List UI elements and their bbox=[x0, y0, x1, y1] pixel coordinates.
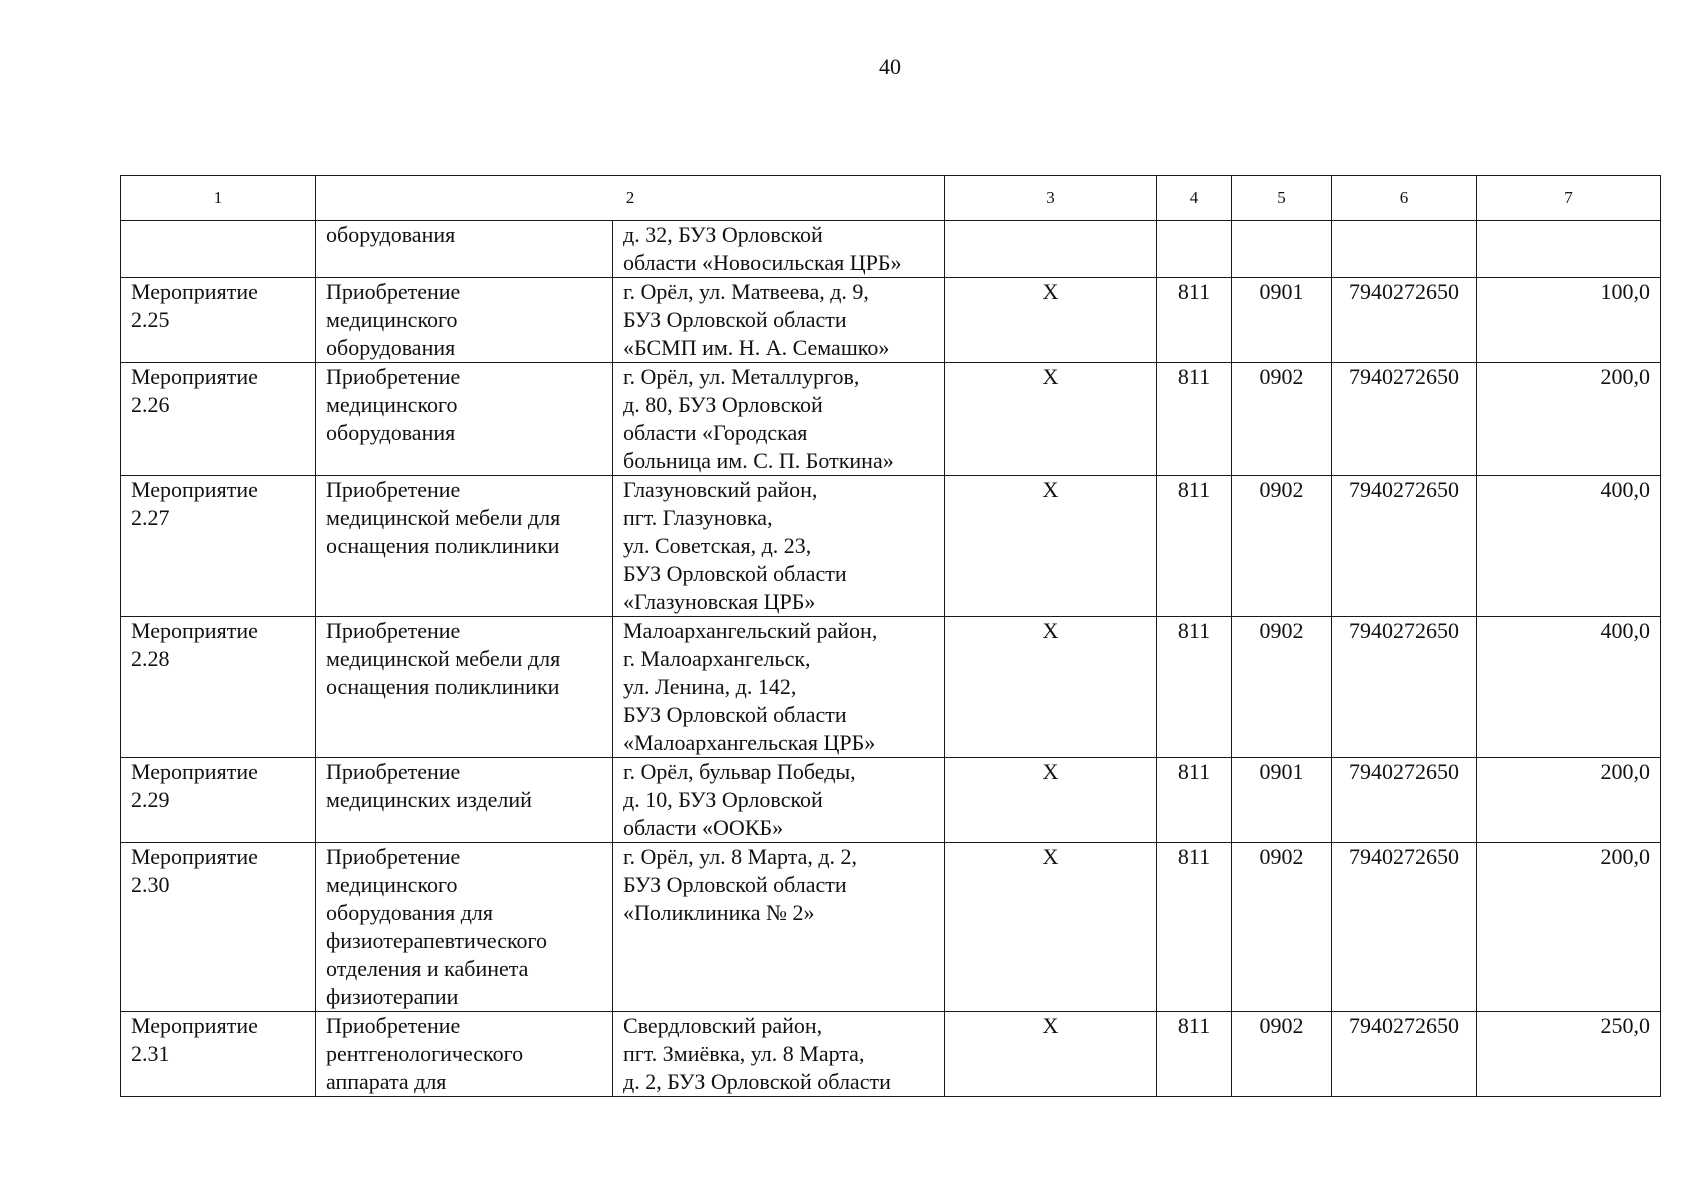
cell-id: Мероприятие 2.27 bbox=[121, 476, 316, 617]
cell-col-5: 0901 bbox=[1232, 278, 1332, 363]
cell-id: Мероприятие 2.28 bbox=[121, 617, 316, 758]
cell-col-4: 811 bbox=[1157, 758, 1232, 843]
cell-name: Приобретение медицинского оборудования для физиотерапевтического отделения и кабинета физиотерапии bbox=[316, 843, 613, 1012]
cell-col-6: 7940272650 bbox=[1332, 476, 1477, 617]
cell-col-3: Х bbox=[945, 363, 1157, 476]
cell-col-4: 811 bbox=[1157, 617, 1232, 758]
cell-id: Мероприятие 2.26 bbox=[121, 363, 316, 476]
table-row bbox=[121, 476, 1661, 617]
table-row bbox=[121, 278, 1661, 363]
cell-col-6: 7940272650 bbox=[1332, 363, 1477, 476]
cell-col-4 bbox=[1157, 221, 1232, 278]
cell-col-3 bbox=[945, 221, 1157, 278]
cell-col-3: Х bbox=[945, 617, 1157, 758]
header-col-6: 6 bbox=[1332, 176, 1477, 221]
cell-col-7: 400,0 bbox=[1477, 617, 1661, 758]
table-row bbox=[121, 843, 1661, 1012]
cell-name: Приобретение медицинского оборудования bbox=[316, 363, 613, 476]
cell-col-4: 811 bbox=[1157, 363, 1232, 476]
cell-name: Приобретение медицинской мебели для оснащения поликлиники bbox=[316, 617, 613, 758]
cell-col-7 bbox=[1477, 221, 1661, 278]
header-col-1: 1 bbox=[121, 176, 316, 221]
cell-id bbox=[121, 221, 316, 278]
cell-name: Приобретение медицинской мебели для оснащения поликлиники bbox=[316, 476, 613, 617]
cell-id: Мероприятие 2.25 bbox=[121, 278, 316, 363]
cell-col-5: 0902 bbox=[1232, 363, 1332, 476]
page-number: 40 bbox=[879, 54, 901, 79]
table-row bbox=[121, 1012, 1661, 1097]
cell-col-4: 811 bbox=[1157, 476, 1232, 617]
header-col-5: 5 bbox=[1232, 176, 1332, 221]
table-row bbox=[121, 617, 1661, 758]
header-col-3: 3 bbox=[945, 176, 1157, 221]
cell-name: Приобретение медицинских изделий bbox=[316, 758, 613, 843]
cell-address: г. Орёл, ул. Матвеева, д. 9, БУЗ Орловской области «БСМП им. Н. А. Семашко» bbox=[613, 278, 945, 363]
cell-col-7: 400,0 bbox=[1477, 476, 1661, 617]
cell-name: оборудования bbox=[316, 221, 613, 278]
cell-col-7: 200,0 bbox=[1477, 363, 1661, 476]
cell-id: Мероприятие 2.29 bbox=[121, 758, 316, 843]
header-col-7: 7 bbox=[1477, 176, 1661, 221]
cell-col-6: 7940272650 bbox=[1332, 843, 1477, 1012]
cell-col-5: 0902 bbox=[1232, 617, 1332, 758]
cell-id: Мероприятие 2.31 bbox=[121, 1012, 316, 1097]
cell-col-7: 250,0 bbox=[1477, 1012, 1661, 1097]
cell-col-7: 200,0 bbox=[1477, 758, 1661, 843]
cell-col-5: 0902 bbox=[1232, 476, 1332, 617]
cell-address: г. Орёл, ул. 8 Марта, д. 2, БУЗ Орловской области «Поликлиника № 2» bbox=[613, 843, 945, 1012]
cell-name: Приобретение рентгенологического аппарата для bbox=[316, 1012, 613, 1097]
cell-col-3: Х bbox=[945, 843, 1157, 1012]
cell-address: Свердловский район, пгт. Змиёвка, ул. 8 Марта, д. 2, БУЗ Орловской области bbox=[613, 1012, 945, 1097]
cell-address: Глазуновский район, пгт. Глазуновка, ул. Советская, д. 23, БУЗ Орловской области «Глазуновская ЦРБ» bbox=[613, 476, 945, 617]
cell-address: г. Орёл, ул. Металлургов, д. 80, БУЗ Орловской области «Городская больница им. С. П. Боткина» bbox=[613, 363, 945, 476]
cell-name: Приобретение медицинского оборудования bbox=[316, 278, 613, 363]
table-row bbox=[121, 758, 1661, 843]
header-row bbox=[121, 176, 1661, 221]
cell-col-7: 100,0 bbox=[1477, 278, 1661, 363]
cell-col-6: 7940272650 bbox=[1332, 617, 1477, 758]
cell-col-5: 0901 bbox=[1232, 758, 1332, 843]
cell-col-5 bbox=[1232, 221, 1332, 278]
cell-col-3: Х bbox=[945, 758, 1157, 843]
cell-col-7: 200,0 bbox=[1477, 843, 1661, 1012]
cell-col-4: 811 bbox=[1157, 843, 1232, 1012]
continuation-row bbox=[121, 221, 1661, 278]
cell-col-6: 7940272650 bbox=[1332, 758, 1477, 843]
budget-table bbox=[120, 175, 1661, 1097]
cell-col-6: 7940272650 bbox=[1332, 278, 1477, 363]
cell-col-3: Х bbox=[945, 476, 1157, 617]
cell-col-4: 811 bbox=[1157, 1012, 1232, 1097]
cell-col-5: 0902 bbox=[1232, 1012, 1332, 1097]
cell-col-6: 7940272650 bbox=[1332, 1012, 1477, 1097]
cell-col-3: Х bbox=[945, 1012, 1157, 1097]
cell-address: д. 32, БУЗ Орловской области «Новосильская ЦРБ» bbox=[613, 221, 945, 278]
cell-col-4: 811 bbox=[1157, 278, 1232, 363]
cell-col-6 bbox=[1332, 221, 1477, 278]
cell-col-3: Х bbox=[945, 278, 1157, 363]
table-row bbox=[121, 363, 1661, 476]
cell-address: г. Орёл, бульвар Победы, д. 10, БУЗ Орловской области «ООКБ» bbox=[613, 758, 945, 843]
cell-address: Малоархангельский район, г. Малоархангельск, ул. Ленина, д. 142, БУЗ Орловской области «Малоархангельская ЦРБ» bbox=[613, 617, 945, 758]
header-col-2: 2 bbox=[316, 176, 945, 221]
cell-id: Мероприятие 2.30 bbox=[121, 843, 316, 1012]
cell-col-5: 0902 bbox=[1232, 843, 1332, 1012]
header-col-4: 4 bbox=[1157, 176, 1232, 221]
